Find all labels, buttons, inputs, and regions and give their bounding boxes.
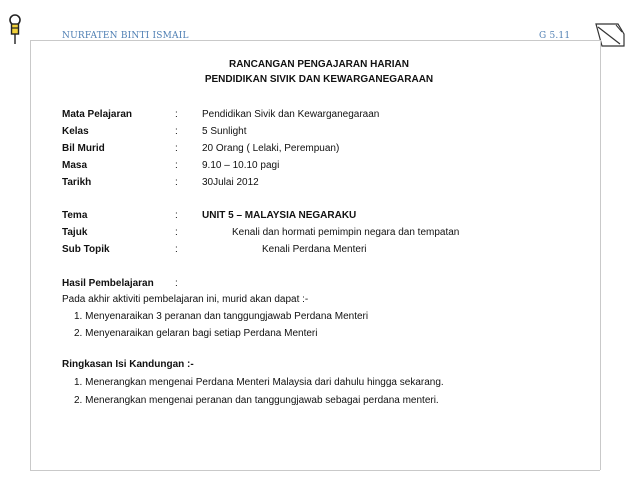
document-subtitle: PENDIDIKAN SIVIK DAN KEWARGANEGARAAN <box>204 74 434 85</box>
pushpin-icon <box>6 14 24 46</box>
tema-label: Tema <box>62 210 88 221</box>
tajuk-label: Tajuk <box>62 227 88 238</box>
mata-pelajaran-label: Mata Pelajaran <box>62 109 133 120</box>
tema-value: UNIT 5 – MALAYSIA NEGARAKU <box>202 210 357 221</box>
tajuk-value: Kenali dan hormati pemimpin negara dan tempatan <box>232 227 460 238</box>
colon: : <box>175 278 178 289</box>
masa-label: Masa <box>62 160 88 171</box>
kelas-value: 5 Sunlight <box>202 126 247 137</box>
class-code: G 5.11 <box>539 31 571 41</box>
tarikh-label: Tarikh <box>62 177 92 188</box>
colon: : <box>175 160 178 171</box>
bil-murid-label: Bil Murid <box>62 143 105 154</box>
left-border <box>30 40 31 470</box>
page-curl-icon <box>594 22 626 48</box>
hasil-item: 1. Menyenaraikan 3 peranan dan tanggungjawab Perdana Menteri <box>74 311 369 322</box>
colon: : <box>175 126 178 137</box>
author-name: NURFATEN BINTI ISMAIL <box>62 31 189 41</box>
hasil-heading: Hasil Pembelajaran <box>62 278 154 289</box>
colon: : <box>175 244 178 255</box>
footer-divider <box>30 470 600 471</box>
tarikh-value: 30Julai 2012 <box>202 177 259 188</box>
ringkasan-heading: Ringkasan Isi Kandungan :- <box>62 359 194 370</box>
hasil-intro: Pada akhir aktiviti pembelajaran ini, murid akan dapat :- <box>62 294 309 305</box>
colon: : <box>175 227 178 238</box>
colon: : <box>175 177 178 188</box>
hasil-item: 2. Menyenaraikan gelaran bagi setiap Perdana Menteri <box>74 328 318 339</box>
right-border <box>600 40 601 470</box>
bil-murid-value: 20 Orang ( Lelaki, Perempuan) <box>202 143 340 154</box>
ringkasan-item: 2. Menerangkan mengenai peranan dan tanggungjawab sebagai perdana menteri. <box>74 395 439 406</box>
kelas-label: Kelas <box>62 126 89 137</box>
masa-value: 9.10 – 10.10 pagi <box>202 160 280 171</box>
colon: : <box>175 143 178 154</box>
sub-topik-label: Sub Topik <box>62 244 110 255</box>
colon: : <box>175 210 178 221</box>
colon: : <box>175 109 178 120</box>
document-title: RANCANGAN PENGAJARAN HARIAN <box>228 59 409 70</box>
ringkasan-item: 1. Menerangkan mengenai Perdana Menteri Malaysia dari dahulu hingga sekarang. <box>74 377 444 388</box>
sub-topik-value: Kenali Perdana Menteri <box>262 244 367 255</box>
mata-pelajaran-value: Pendidikan Sivik dan Kewarganegaraan <box>202 109 380 120</box>
